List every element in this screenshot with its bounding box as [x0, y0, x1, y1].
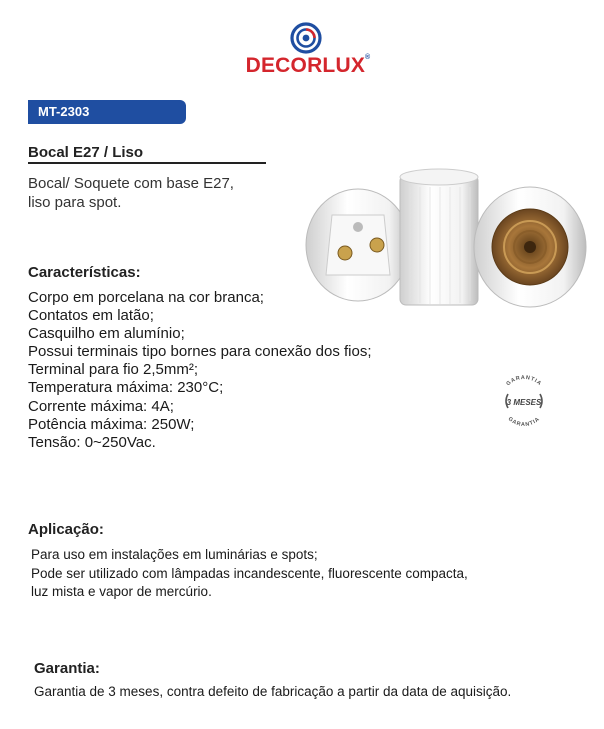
features-heading: Características: [28, 264, 141, 281]
description-line: Bocal/ Soquete com base E27, [28, 175, 234, 192]
list-item: Para uso em instalações em luminárias e spots; [31, 547, 318, 562]
product-title: Bocal E27 / Liso [28, 144, 144, 161]
list-item: luz mista e vapor de mercúrio. [31, 584, 212, 599]
svg-text:GARANTIA [505, 375, 542, 387]
seal-bottom-text: GARANTIA [506, 416, 542, 428]
list-item: Corpo em porcelana na cor branca; [28, 289, 264, 306]
list-item: Contatos em latão; [28, 307, 154, 325]
warranty-seal [494, 374, 554, 428]
list-item: Terminal para fio 2,5mm²; [28, 361, 199, 379]
brand-name: DECORLUX® [245, 54, 371, 77]
warranty-seal-icon [494, 374, 554, 428]
title-underline [28, 162, 266, 164]
product-description [28, 174, 298, 212]
list-item: Possui terminais tipo bornes para conexão dos fios; [28, 343, 372, 361]
description-line: liso para spot. [28, 194, 122, 211]
logo-swirl-icon [290, 22, 322, 54]
warranty-text: Garantia de 3 meses, contra defeito de fabricação a partir da data de aquisição. [34, 684, 512, 699]
brand-logo [238, 22, 378, 78]
product-code-badge: MT-2303 [28, 100, 186, 124]
socket-back-view [306, 189, 410, 301]
seal-top-text: GARANTIA [505, 374, 543, 388]
list-item: Casquilho em alumínio; [28, 325, 185, 343]
registered-mark: ® [365, 54, 371, 61]
socket-side-view [400, 169, 478, 305]
application-heading: Aplicação: [28, 521, 104, 538]
features-list [28, 289, 372, 452]
socket-front-view [474, 187, 586, 307]
warranty-heading: Garantia: [34, 660, 100, 677]
seal-center-text: 3 MESES [506, 398, 542, 407]
list-item: Corrente máxima: 4A; [28, 397, 174, 415]
application-list [31, 546, 468, 602]
svg-text:GARANTIA [507, 416, 542, 428]
list-item: Tensão: 0~250Vac. [28, 433, 156, 451]
list-item: Potência máxima: 250W; [28, 415, 195, 433]
list-item: Temperatura máxima: 230°C; [28, 379, 224, 397]
list-item: Pode ser utilizado com lâmpadas incandescente, fluorescente compacta, [31, 565, 468, 581]
